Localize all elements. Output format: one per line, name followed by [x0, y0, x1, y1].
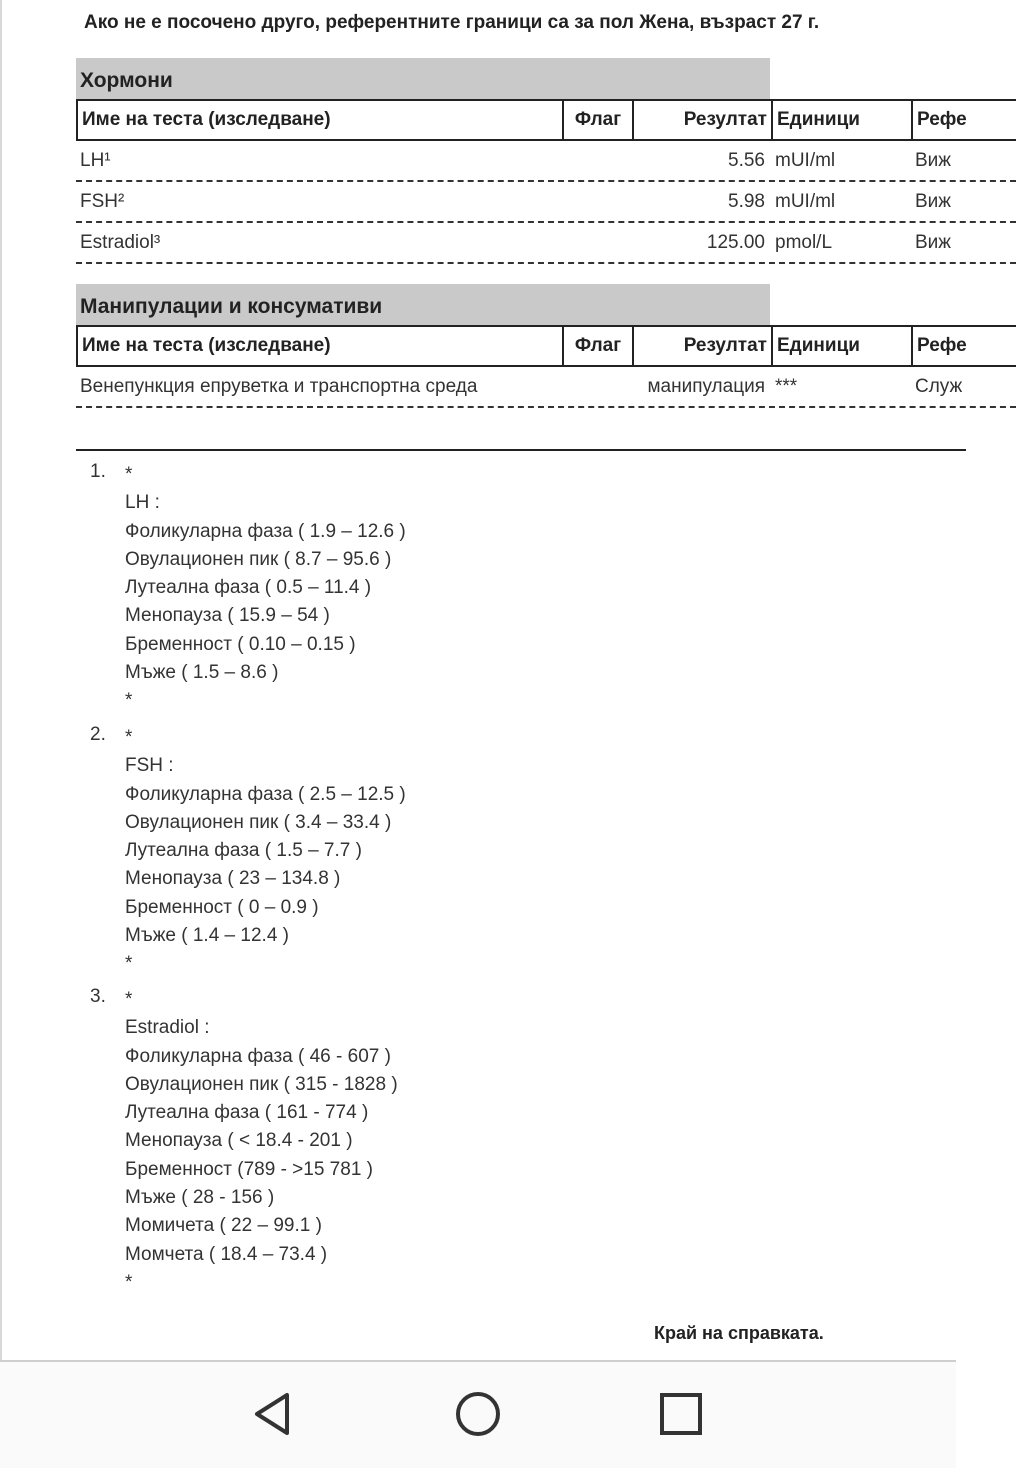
- footnote-number: 2.: [90, 724, 106, 745]
- test-units: mUI/ml: [775, 150, 836, 171]
- footnote-line: Фоликуларна фаза ( 46 - 607 ): [125, 1045, 391, 1067]
- footnote-line: Менопауза ( 23 – 134.8 ): [125, 868, 341, 890]
- test-ref: Виж: [915, 191, 951, 212]
- col-header-units: Единици: [771, 101, 911, 139]
- test-name: Estradiol³: [80, 232, 161, 253]
- test-ref: Служ: [915, 376, 963, 397]
- end-of-report: Край на справката.: [654, 1323, 824, 1343]
- footnote-line: Estradiol :: [125, 1017, 210, 1039]
- test-name: Венепункция епруветка и транспортна среда: [80, 376, 478, 397]
- footnote-line: Лутеална фаза ( 1.5 – 7.7 ): [125, 840, 362, 862]
- home-icon: [454, 1390, 502, 1438]
- footnote-number: 3.: [90, 986, 106, 1007]
- col-header-ref: Рефе: [911, 101, 1016, 139]
- test-result: 5.56: [728, 150, 765, 171]
- footnote-line: Менопауза ( 15.9 – 54 ): [125, 605, 330, 627]
- back-icon: [249, 1390, 297, 1438]
- test-units: ***: [775, 376, 798, 397]
- table-row: [76, 367, 1016, 408]
- table-row: [76, 141, 1016, 182]
- col-header-name: Име на теста (изследване): [76, 101, 562, 139]
- footnote-line: LH :: [125, 492, 160, 514]
- col-header-result: Резултат: [632, 101, 771, 139]
- section-title: Манипулации и консумативи: [76, 284, 770, 325]
- footnote-line: *: [125, 1271, 133, 1293]
- test-result: манипулация: [647, 376, 765, 397]
- footnote-lines: [125, 986, 398, 1297]
- test-result: 5.98: [728, 191, 765, 212]
- home-button[interactable]: [454, 1390, 502, 1438]
- test-name: LH¹: [80, 150, 111, 171]
- footnote-line: *: [125, 727, 133, 748]
- footnote-line: Бременност ( 0.10 – 0.15 ): [125, 633, 356, 655]
- section-manipulations: [76, 284, 1016, 408]
- footnote-number: 1.: [90, 461, 106, 482]
- footnote-line: *: [125, 464, 133, 485]
- section-title: Хормони: [76, 58, 770, 99]
- col-header-flag: Флаг: [562, 101, 632, 139]
- divider: [76, 449, 966, 451]
- back-button[interactable]: [249, 1390, 297, 1438]
- footnote-line: Менопауза ( < 18.4 - 201 ): [125, 1130, 353, 1152]
- footnote-line: Овулационен пик ( 8.7 – 95.6 ): [125, 548, 392, 570]
- test-ref: Виж: [915, 150, 951, 171]
- footnote-lines: [125, 724, 406, 979]
- col-header-flag: Флаг: [562, 327, 632, 365]
- table-header: [76, 325, 1016, 367]
- footnote-line: Мъже ( 1.5 – 8.6 ): [125, 662, 279, 684]
- footnote-line: Мъже ( 1.4 – 12.4 ): [125, 925, 289, 947]
- test-units: mUI/ml: [775, 191, 836, 212]
- test-ref: Виж: [915, 232, 951, 253]
- footnote-line: Овулационен пик ( 315 - 1828 ): [125, 1073, 398, 1095]
- test-flag: [562, 141, 632, 180]
- footnote-line: Бременност ( 0 – 0.9 ): [125, 896, 319, 918]
- col-header-units: Единици: [771, 327, 911, 365]
- footnote-line: Момчета ( 18.4 – 73.4 ): [125, 1243, 328, 1265]
- table-row: [76, 182, 1016, 223]
- recents-icon: [657, 1390, 705, 1438]
- col-header-name: Име на теста (изследване): [76, 327, 562, 365]
- footnote-line: *: [125, 953, 133, 975]
- test-flag: [562, 367, 632, 406]
- footnote-line: Лутеална фаза ( 0.5 – 11.4 ): [125, 577, 372, 599]
- table-header: [76, 99, 1016, 141]
- navigation-bar: [0, 1360, 956, 1468]
- test-flag: [562, 182, 632, 221]
- footnote-line: Момичета ( 22 – 99.1 ): [125, 1215, 322, 1237]
- recents-button[interactable]: [657, 1390, 705, 1438]
- section-hormones: [76, 58, 1016, 264]
- footnote-line: Бременност (789 - >15 781 ): [125, 1158, 373, 1180]
- table-row: [76, 223, 1016, 264]
- test-units: pmol/L: [775, 232, 833, 253]
- footnote-line: Овулационен пик ( 3.4 – 33.4 ): [125, 811, 392, 833]
- footnote-line: Фоликуларна фаза ( 2.5 – 12.5 ): [125, 783, 406, 805]
- footnote-line: Фоликуларна фаза ( 1.9 – 12.6 ): [125, 520, 406, 542]
- col-header-ref: Рефе: [911, 327, 1016, 365]
- test-result: 125.00: [706, 232, 765, 253]
- footnote-line: FSH :: [125, 755, 174, 777]
- test-flag: [562, 223, 632, 262]
- col-header-result: Резултат: [632, 327, 771, 365]
- footnote-lines: [125, 461, 406, 716]
- test-name: FSH²: [80, 191, 125, 212]
- footnote-line: *: [125, 690, 133, 712]
- reference-note: Ако не е посочено друго, референтните граници са за пол Жена, възраст 27 г.: [84, 12, 820, 33]
- footnote-line: *: [125, 989, 133, 1010]
- footnote-line: Мъже ( 28 - 156 ): [125, 1187, 275, 1209]
- footnote-line: Лутеална фаза ( 161 - 774 ): [125, 1102, 369, 1124]
